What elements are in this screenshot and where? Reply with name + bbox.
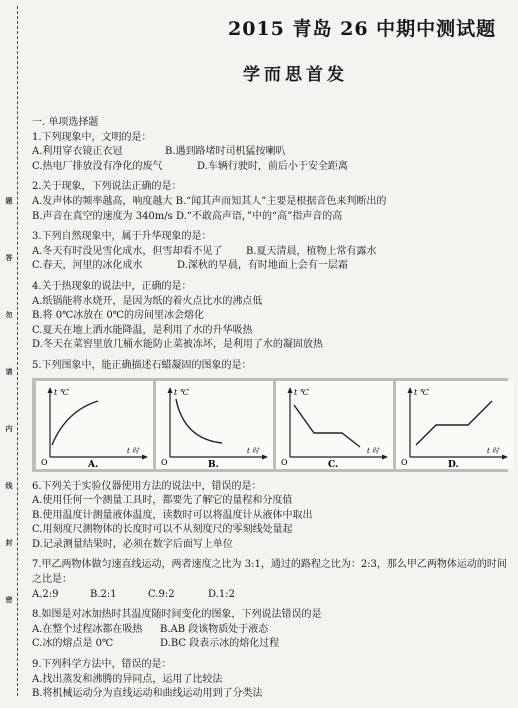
graph-b [156, 381, 273, 469]
graph-xlabel: t 时 [127, 446, 140, 455]
option-c: C.用刻度尺测物体的长度时可以不从刻度尺的零刻线处量起 [32, 524, 293, 536]
graph-d [396, 381, 513, 469]
graph-ylabel: t ℃ [54, 387, 69, 397]
graph-origin: O [161, 457, 168, 467]
seal-char: 内 [5, 424, 13, 433]
graph-ylabel: t ℃ [294, 387, 309, 397]
graph-label: D. [448, 459, 459, 469]
option-a: A.使用任何一个测量工具时，都要先了解它的量程和分度值 [32, 495, 293, 507]
exam-title: 2015 青岛 26 中期中测试题 [228, 18, 497, 40]
graph-label: A. [88, 459, 99, 469]
question-7 [32, 558, 516, 602]
question-6 [32, 480, 516, 553]
graph-c [276, 381, 393, 469]
question-list [32, 116, 516, 708]
seal-char: 请 [5, 367, 13, 376]
option-d: D.深秋的早晨，有时地面上会有一层霜 [177, 260, 348, 272]
question-stem: 2.关于现象，下列说法正确的是： [32, 181, 182, 193]
option-d: D.冬天在菜窖里放几桶水能防止菜被冻坏，是利用了水的凝固放热 [32, 339, 323, 351]
question-stem: 1.下列现象中，文明的是： [32, 131, 152, 143]
graph-label: C. [328, 459, 339, 469]
question-stem: 8.如图是对冰加热时其温度随时间变化的图象，下列说法错误的是 [32, 609, 322, 621]
question-stem: 4.关于热现象的说法中，正确的是： [32, 280, 192, 292]
seal-char: 封 [5, 538, 13, 547]
option-b: B.遇到路堵时司机猛按喇叭 [165, 146, 286, 158]
graph-a [36, 381, 153, 469]
question-stem: 3.下列自然现象中，属于升华现象的是： [32, 231, 212, 243]
option-c: C.夏天在地上洒水能降温，是利用了水的升华吸热 [32, 324, 253, 336]
graph-ylabel: t ℃ [174, 387, 189, 397]
option-b: B.将 0℃冰放在 0℃的房间里冰会熔化 [32, 310, 204, 322]
option-a: A.找出蒸发和沸腾的异同点，运用了比较法 [32, 673, 223, 685]
graph-origin: O [401, 457, 408, 467]
section-heading: 一. 单项选择题 [32, 117, 99, 128]
question-4 [32, 280, 516, 353]
question-9 [32, 658, 516, 702]
figure-strip [32, 378, 508, 472]
option-d: D.记录测量结果时，必须在数字后面写上单位 [32, 538, 233, 550]
question-3 [32, 230, 516, 274]
option-b: B.2:1 [90, 588, 117, 600]
option-d: D.车辆行驶时，前后小于安全距离 [197, 160, 348, 172]
option-b: B.夏天清晨，植物上常有露水 [246, 245, 377, 257]
option-a: A.在整个过程冰都在吸热 [32, 623, 143, 635]
seal-dashed-line [17, 6, 18, 696]
seal-char: 密 [5, 595, 13, 604]
seal-line-text [3, 196, 15, 605]
option-b: B.使用温度计测量液体温度，读数时可以将温度计从液体中取出 [32, 509, 313, 521]
graph-label: B. [208, 459, 219, 469]
option-a-b: A.发声体的频率越高，响度越大 B.“闻其声而知其人”主要是根据音色来判断出的 [32, 195, 387, 207]
option-a: A.利用穿衣镜正衣冠 [32, 146, 123, 158]
question-stem: 7.甲乙两物体做匀速直线运动，两者速度之比为 3:1，通过的路程之比为：2:3，那么甲乙两物体运动的时间之比是： [32, 559, 507, 586]
option-a: A.2:9 [32, 588, 59, 600]
question-8 [32, 608, 516, 652]
seal-char: 答 [5, 253, 13, 262]
question-1 [32, 131, 516, 175]
option-c: C.春天，河里的冰化成水 [32, 260, 143, 272]
question-2 [32, 180, 516, 224]
option-c: C.冰的熔点是 0℃ [32, 638, 114, 650]
question-stem: 5.下列图象中，能正确描述石蜡凝固的图象的是： [32, 359, 252, 371]
option-c: C.热电厂排放没有净化的废气 [32, 160, 163, 172]
option-c: C.9:2 [148, 588, 175, 600]
option-c-d: B.声音在真空的速度为 340m/s D.“不敢高声语，”中的“高”指声音的高 [32, 210, 343, 222]
question-stem: 6.下列关于实验仪器使用方法的说法中，错误的是： [32, 480, 262, 492]
graph-xlabel: t 时 [487, 446, 500, 455]
graph-xlabel: t 时 [367, 446, 380, 455]
graph-ylabel: t ℃ [414, 387, 429, 397]
question-5 [32, 359, 516, 472]
graph-origin: O [41, 457, 48, 467]
option-b: B.AB 段该物质处于液态 [160, 623, 269, 635]
question-stem: 9.下列科学方法中，错误的是： [32, 659, 172, 671]
seal-char: 勿 [5, 310, 13, 319]
option-d: D.1:2 [208, 588, 235, 600]
seal-char: 线 [5, 481, 13, 490]
seal-char: 题 [5, 196, 13, 205]
graph-xlabel: t 时 [247, 446, 260, 455]
option-a: A.纸锅能将水烧开，是因为纸的着火点比水的沸点低 [32, 295, 263, 307]
exam-subtitle: 学而思首发 [243, 65, 348, 85]
option-a: A.冬天有时没见雪化成水，但雪却看不见了 [32, 245, 223, 257]
graph-origin: O [281, 457, 288, 467]
option-b: B.将机械运动分为直线运动和曲线运动用到了分类法 [32, 688, 263, 700]
option-d: D.BC 段表示冰的熔化过程 [160, 638, 280, 650]
